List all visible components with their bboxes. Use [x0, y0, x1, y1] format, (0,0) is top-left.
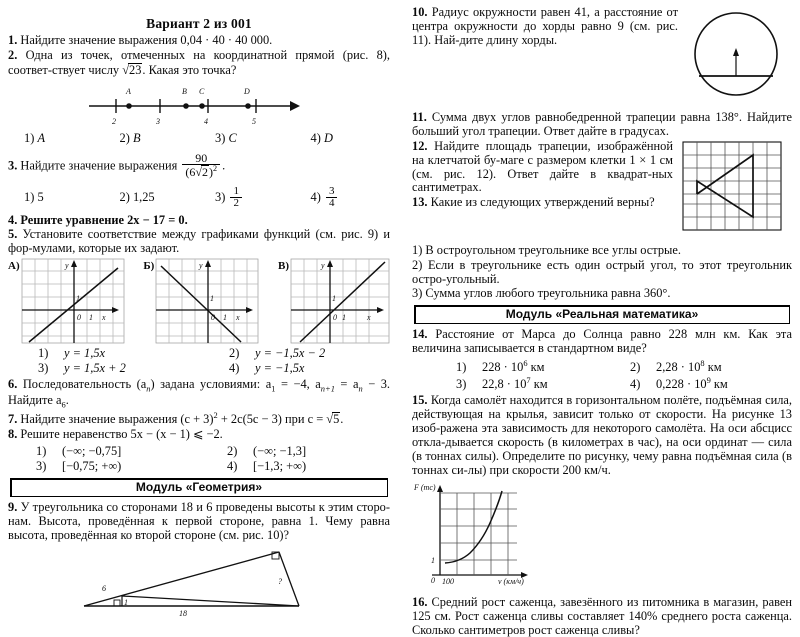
- chart-xlabel: v (км/ч): [498, 576, 524, 586]
- option-1-label: 1): [24, 130, 35, 145]
- q8-option-1-label: 1): [36, 443, 47, 458]
- q14-option-1-unit: км: [527, 360, 545, 375]
- q14-option-1-mantissa: 228 · 10: [482, 360, 524, 375]
- svg-text:1: 1: [341, 313, 346, 323]
- figure-chart-13: [412, 479, 792, 594]
- question-8: [8, 428, 390, 442]
- question-5-number: 5.: [8, 227, 18, 242]
- numberline-point-label-D: D: [244, 86, 250, 96]
- q8-option-3-label: 3): [36, 458, 47, 473]
- q14-option-4[interactable]: [602, 375, 792, 392]
- graph-V-svg: [290, 258, 390, 344]
- option-2-value: B: [132, 130, 141, 145]
- svg-text:y: y: [320, 261, 325, 271]
- figure-circle-11: [686, 6, 786, 111]
- q3-option-2[interactable]: [104, 186, 200, 209]
- svg-text:x: x: [366, 313, 371, 323]
- q14-option-1-exponent: 6: [523, 358, 528, 369]
- q5-option-4-value: y = −1,5x: [255, 361, 305, 376]
- q3-option-4-label: 4): [310, 190, 321, 205]
- chart-ytick-1: 1: [431, 555, 435, 565]
- module-header-real-math: Модуль «Реальная математика»: [414, 305, 790, 324]
- q3-option-3-label: 3): [215, 190, 226, 205]
- fraction-numerator: 90: [182, 152, 220, 165]
- triangle-svg: [74, 544, 324, 616]
- q3-option-4[interactable]: [295, 186, 391, 209]
- q6-sub-2: 1: [271, 383, 276, 394]
- question-2: [8, 49, 390, 78]
- question-11-text: Сумма двух углов равнобедренной трапеции равна 138°. Найдите больший угол трапеции. Ответ дайте в градусах.: [412, 110, 792, 138]
- question-7-number: 7.: [8, 412, 18, 427]
- graph-V-letter: В): [277, 260, 289, 273]
- question-7-text-2: + 2c(5c − 3) при c =: [217, 412, 327, 427]
- q14-option-2-mantissa: 2,28 · 10: [656, 360, 701, 375]
- q3-option-2-value: 1,25: [132, 190, 155, 205]
- q8-option-1-value: (−∞; −0,75]: [62, 443, 122, 458]
- q8-option-3-value: [−0,75; +∞): [62, 458, 122, 473]
- q5-option-4-label: 4): [229, 361, 240, 376]
- q14-option-2-label: 2): [630, 360, 641, 375]
- numberline-point-label-A: A: [126, 86, 131, 96]
- question-6-text-6: .: [65, 393, 69, 408]
- left-column: [8, 6, 400, 616]
- triangle-label-height-q: ?: [278, 576, 282, 586]
- q3-option-1[interactable]: [8, 186, 104, 209]
- question-10-text: Радиус окружности равен 41, а расстояние от центра окружности до хорды равно 9 (см. рис. 11). Най-дите длину хорды.: [412, 5, 679, 47]
- question-1: [8, 34, 390, 48]
- figure-triangle-10: [8, 544, 390, 616]
- question-7: 7. Найдите значение выражения $(c + 3)^2 + 2c(5c - 3)$ при c = √5.: [8, 410, 344, 427]
- q14-options-row-2: [412, 375, 792, 392]
- triangle-label-height-1: 1: [124, 597, 128, 607]
- question-1-text: Найдите значение выражения 0,04 · 40 · 40 000.: [20, 33, 273, 47]
- chart-xtick-100: 100: [442, 576, 454, 586]
- question-13-statement-3: 3) Сумма углов любого треугольника равна 360°.: [412, 286, 671, 301]
- question-3-number: 3.: [8, 158, 18, 173]
- q5-options-row-1: [8, 346, 390, 361]
- q5-option-4[interactable]: [199, 361, 390, 376]
- q3-opt4-den: 4: [328, 197, 335, 210]
- svg-text:1: 1: [75, 294, 80, 304]
- question-1-number: 1.: [8, 33, 18, 47]
- denominator-radicand: 2: [201, 164, 208, 179]
- question-6-text-2: ) задана условиями: a: [150, 377, 272, 392]
- q3-opt4-num: 3: [326, 186, 338, 198]
- question-3-text: Найдите значение выражения: [20, 158, 178, 173]
- question-15-number: 15.: [412, 393, 428, 408]
- numberline-point-label-C: C: [199, 86, 205, 96]
- question-2-text: Одна из точек, отмеченных на координатной прямой (рис. 8), соответ-ствует числу: [8, 47, 390, 77]
- option-4-label: 4): [310, 130, 321, 145]
- figure-trapezoid-12: [681, 140, 786, 237]
- question-12-block: [412, 140, 792, 237]
- triangle-label-side-18: 18: [179, 608, 187, 616]
- q8-option-4-value: [−1,3; +∞): [253, 458, 307, 473]
- figure-graphs-9: [8, 258, 390, 344]
- question-11-number: 11.: [412, 110, 427, 124]
- question-6-text-3: = −4, a: [275, 377, 321, 392]
- question-9: [8, 501, 390, 543]
- q8-options-row-2: [8, 459, 390, 474]
- svg-text:0: 0: [211, 313, 216, 323]
- question-2-radicand: 23: [129, 62, 142, 77]
- svg-text:1: 1: [88, 313, 93, 323]
- question-13-text: Какие из следующих утверждений верны?: [430, 195, 655, 210]
- question-13-number: 13.: [412, 195, 428, 210]
- q7-radicand: 5: [333, 412, 340, 427]
- q3-option-1-value: 5: [37, 190, 44, 205]
- option-4-value: D: [323, 130, 333, 145]
- svg-text:1: 1: [331, 294, 336, 304]
- svg-text:x: x: [101, 313, 106, 323]
- question-3-fraction: [182, 152, 220, 178]
- q3-option-3-fraction: [230, 186, 242, 209]
- numberline-tick-2: 2: [112, 116, 116, 126]
- question-12-text: Найдите площадь трапеции, изображённой на клетчатой бу-маге с размером клетки 1 × 1 см (см. рис. 12). Ответ дайте в квадрат-ных сантиметрах.: [412, 138, 673, 195]
- svg-text:0: 0: [332, 313, 337, 323]
- question-5: [8, 228, 390, 256]
- question-14-options: [412, 358, 792, 392]
- figure-numberline-8: [8, 82, 390, 128]
- graph-B-svg: [155, 258, 259, 344]
- q14-option-2-exponent: 8: [700, 358, 705, 369]
- option-2-label: 2): [119, 130, 130, 145]
- svg-text:1: 1: [210, 294, 215, 304]
- q5-option-1-label: 1): [38, 346, 49, 361]
- q3-option-3[interactable]: [199, 186, 295, 209]
- question-3: 3. Найдите значение выражения $\frac{90}{(6√2)^2}$ .: [8, 150, 226, 179]
- question-13-statement-1: 1) В остроугольном треугольнике все углы острые.: [412, 242, 681, 257]
- q14-option-4-mantissa: 0,228 · 10: [656, 377, 707, 392]
- lift-force-chart-svg: [412, 479, 572, 589]
- q5-option-1-value: y = 1,5x: [64, 346, 106, 361]
- q6-sub-1: n: [146, 383, 151, 394]
- question-15: [412, 394, 792, 477]
- two-column-layout: [8, 5, 792, 637]
- question-16-text: Средний рост саженца, завезённого из питомника в магазин, равен 125 см. Рост саженца сливы составляет 140% среднего роста саженца. Сколько сантиметров рост саженца сливы?: [412, 594, 792, 637]
- denominator-tail: ): [208, 164, 213, 179]
- q14-option-3-label: 3): [456, 377, 467, 392]
- q3-opt3-den: 2: [233, 197, 239, 210]
- question-6-text-5: − 3. Найдите a: [8, 377, 391, 408]
- option-1[interactable]: [8, 131, 104, 146]
- q14-option-3-unit: км: [530, 377, 548, 392]
- q8-option-1[interactable]: [8, 444, 199, 459]
- svg-text:y: y: [64, 261, 69, 271]
- q8-option-2-value: (−∞; −1,3]: [253, 443, 307, 458]
- q14-option-2[interactable]: [602, 358, 792, 375]
- q14-option-1-label: 1): [456, 360, 467, 375]
- q14-option-4-unit: км: [710, 377, 728, 392]
- numberline-point-label-B: B: [182, 86, 187, 96]
- question-8-number: 8.: [8, 427, 18, 442]
- arrow-head-icon: [290, 101, 300, 111]
- fraction-denominator: $(6√2)^2$: [185, 163, 218, 179]
- svg-text:0: 0: [76, 313, 81, 323]
- graph-V: [278, 258, 390, 344]
- question-5-options: [8, 346, 390, 376]
- numberline-tick-5: 5: [252, 116, 256, 126]
- question-13-statement-2: 2) Если в треугольнике есть один острый угол, то этот треугольник остро-угольный.: [412, 257, 792, 286]
- question-14-number: 14.: [412, 327, 428, 342]
- q8-option-4-label: 4): [227, 458, 238, 473]
- q5-option-3[interactable]: [8, 361, 199, 376]
- q8-option-2-label: 2): [227, 443, 238, 458]
- q14-option-4-exponent: 9: [706, 375, 711, 386]
- q8-option-3[interactable]: [8, 459, 199, 474]
- denominator-exponent: 2: [212, 163, 218, 173]
- question-7-text: Найдите значение выражения (c + 3): [20, 412, 214, 427]
- trapezoid-grid-svg: [681, 140, 786, 232]
- q6-sub-3: n+1: [320, 383, 335, 394]
- q5-option-2-value: y = −1,5x − 2: [255, 346, 326, 361]
- question-3-options: [8, 186, 390, 209]
- q5-option-2-label: 2): [229, 346, 240, 361]
- q6-sub-5: 6: [61, 399, 66, 410]
- sqrt-symbol: √23: [122, 62, 142, 77]
- q5-option-3-value: y = 1,5x + 2: [64, 361, 126, 376]
- question-16: [412, 596, 792, 637]
- option-4[interactable]: [295, 131, 391, 146]
- option-3-label: 3): [215, 130, 226, 145]
- question-6-text-4: = a: [334, 377, 359, 392]
- graph-B: [143, 258, 259, 344]
- question-15-text: Когда самолёт находится в горизонтальном полёте, подъёмная сила, действующая на крылья, зависит только от скорости. На рисунке 13 изоб-ражена эта зависимость для некоторого самолёта. На оси абсцисс откла-дывается скорость (в километрах в час), на оси ординат — сила (в тоннах силы). Определите по рисунку, чему равна подъёмная сила (в тоннах си-лы) при скорости 200 км/ч.: [412, 393, 792, 477]
- q14-option-3[interactable]: [412, 375, 602, 392]
- option-3-value: C: [228, 130, 237, 145]
- q8-option-2[interactable]: [199, 444, 390, 459]
- right-column: [400, 5, 792, 637]
- q14-option-2-unit: км: [704, 360, 722, 375]
- arrow-head-icon: [733, 48, 739, 56]
- q3-option-4-fraction: [326, 186, 338, 209]
- question-8-text: Решите неравенство 5x − (x − 1) ⩽ −2.: [20, 427, 223, 442]
- numberline-tick-4: 4: [204, 116, 208, 126]
- question-11: [412, 111, 792, 139]
- question-10-block: [412, 6, 792, 111]
- triangle-label-side-6: 6: [102, 583, 106, 593]
- question-4-number: 4.: [8, 212, 18, 227]
- option-2[interactable]: [104, 131, 200, 146]
- question-2-options: [8, 131, 390, 146]
- graph-A-letter: А): [8, 260, 20, 273]
- q8-options-row-1: [8, 444, 390, 459]
- q14-option-3-exponent: 7: [526, 375, 531, 386]
- graph-A-svg: [21, 258, 125, 344]
- question-16-number: 16.: [412, 594, 428, 609]
- q3-option-1-label: 1): [24, 190, 35, 205]
- module-header-geometry: Модуль «Геометрия»: [10, 478, 388, 497]
- question-10-number: 10.: [412, 5, 428, 19]
- question-4-text: Решите уравнение 2x − 17 = 0.: [20, 212, 188, 227]
- question-2-number: 2.: [8, 47, 18, 62]
- svg-text:1: 1: [223, 313, 228, 323]
- denominator-base: (6: [185, 164, 196, 179]
- q14-option-1[interactable]: [412, 358, 602, 375]
- graph-B-letter: Б): [143, 260, 155, 273]
- circle-svg: [686, 6, 786, 106]
- q8-option-4[interactable]: [199, 459, 390, 474]
- q7-exponent: 2: [213, 410, 218, 421]
- question-6-number: 6.: [8, 377, 18, 392]
- question-6-text: Последовательность (a: [22, 377, 147, 392]
- question-9-number: 9.: [8, 499, 18, 514]
- question-7-text-3: .: [340, 412, 344, 427]
- option-3[interactable]: [199, 131, 295, 146]
- page-title: Вариант 2 из 001: [146, 16, 252, 31]
- graph-A: [8, 258, 125, 344]
- question-12-number: 12.: [412, 138, 428, 153]
- numberline-tick-3: 3: [156, 116, 160, 126]
- question-14: [412, 328, 792, 356]
- chart-origin-label: 0: [431, 575, 435, 585]
- q3-opt3-num: 1: [230, 186, 242, 198]
- question-2-text-2: . Какая это точка?: [142, 62, 237, 77]
- q6-sub-4: n: [358, 383, 363, 394]
- q5-option-3-label: 3): [38, 361, 49, 376]
- question-6: [8, 378, 390, 410]
- q5-option-1[interactable]: [8, 346, 199, 361]
- q14-option-3-mantissa: 22,8 · 10: [482, 377, 527, 392]
- q5-option-2[interactable]: [199, 346, 390, 361]
- q14-option-4-label: 4): [630, 377, 641, 392]
- question-14-text: Расстояние от Марса до Солнца равно 228 млн км. Как эта величина записывается в стандартном виде?: [412, 327, 792, 356]
- q14-options-row-1: [412, 358, 792, 375]
- svg-text:x: x: [236, 313, 240, 323]
- question-4: [8, 214, 390, 228]
- chart-ylabel: F (тс): [414, 482, 436, 492]
- question-9-text: У треугольника со сторонами 18 и 6 проведены высоты к этим сторо-нам. Высота, проведённая к первой стороне, равна 1. Чему равна высота, проведённая ко второй стороне (см. рис. 10)?: [8, 499, 390, 542]
- svg-text:y: y: [199, 261, 203, 271]
- question-5-text: Установите соответствие между графиками функций (см. рис. 9) и фор-мулами, которые их задают.: [8, 227, 390, 256]
- question-8-options: [8, 444, 390, 474]
- q5-options-row-2: [8, 361, 390, 376]
- option-1-value: A: [37, 130, 46, 145]
- numberline-svg: [84, 82, 314, 128]
- q3-option-2-label: 2): [119, 190, 130, 205]
